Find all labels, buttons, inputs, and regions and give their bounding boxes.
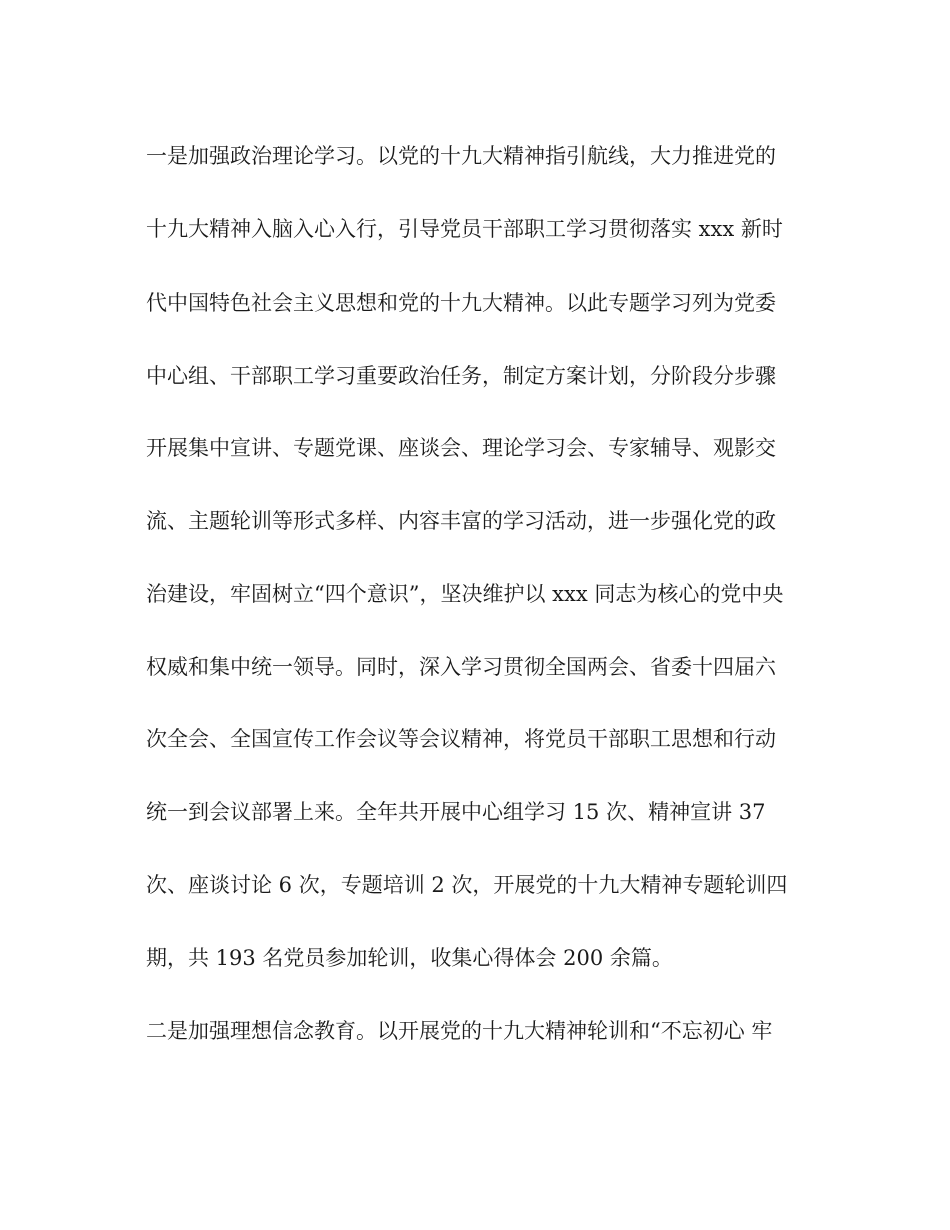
text-line-13: 二是加强理想信念教育。以开展党的十九大精神轮训和“不忘初心 牢 — [146, 1019, 773, 1043]
text-line-3: 代中国特色社会主义思想和党的十九大精神。以此专题学习列为党委 — [146, 291, 776, 315]
text-line-1: 一是加强政治理论学习。以党的十九大精神指引航线，大力推进党的 — [146, 144, 776, 168]
text-line-11: 次、座谈讨论 6 次，专题培训 2 次，开展党的十九大精神专题轮训四 — [146, 873, 788, 897]
text-line-6: 流、主题轮训等形式多样、内容丰富的学习活动，进一步强化党的政 — [146, 509, 776, 533]
text-line-10: 统一到会议部署上来。全年共开展中心组学习 15 次、精神宣讲 37 — [146, 800, 766, 824]
text-line-9: 次全会、全国宣传工作会议等会议精神，将党员干部职工思想和行动 — [146, 727, 776, 751]
text-line-8: 权威和集中统一领导。同时，深入学习贯彻全国两会、省委十四届六 — [146, 655, 776, 679]
text-line-12: 期，共 193 名党员参加轮训，收集心得体会 200 余篇。 — [146, 946, 673, 970]
text-line-4: 中心组、干部职工学习重要政治任务，制定方案计划，分阶段分步骤 — [146, 364, 776, 388]
text-line-7: 治建设，牢固树立“四个意识”，坚决维护以 xxx 同志为核心的党中央 — [146, 582, 784, 606]
text-line-2: 十九大精神入脑入心入行，引导党员干部职工学习贯彻落实 xxx 新时 — [146, 217, 783, 241]
text-line-5: 开展集中宣讲、专题党课、座谈会、理论学习会、专家辅导、观影交 — [146, 436, 776, 460]
